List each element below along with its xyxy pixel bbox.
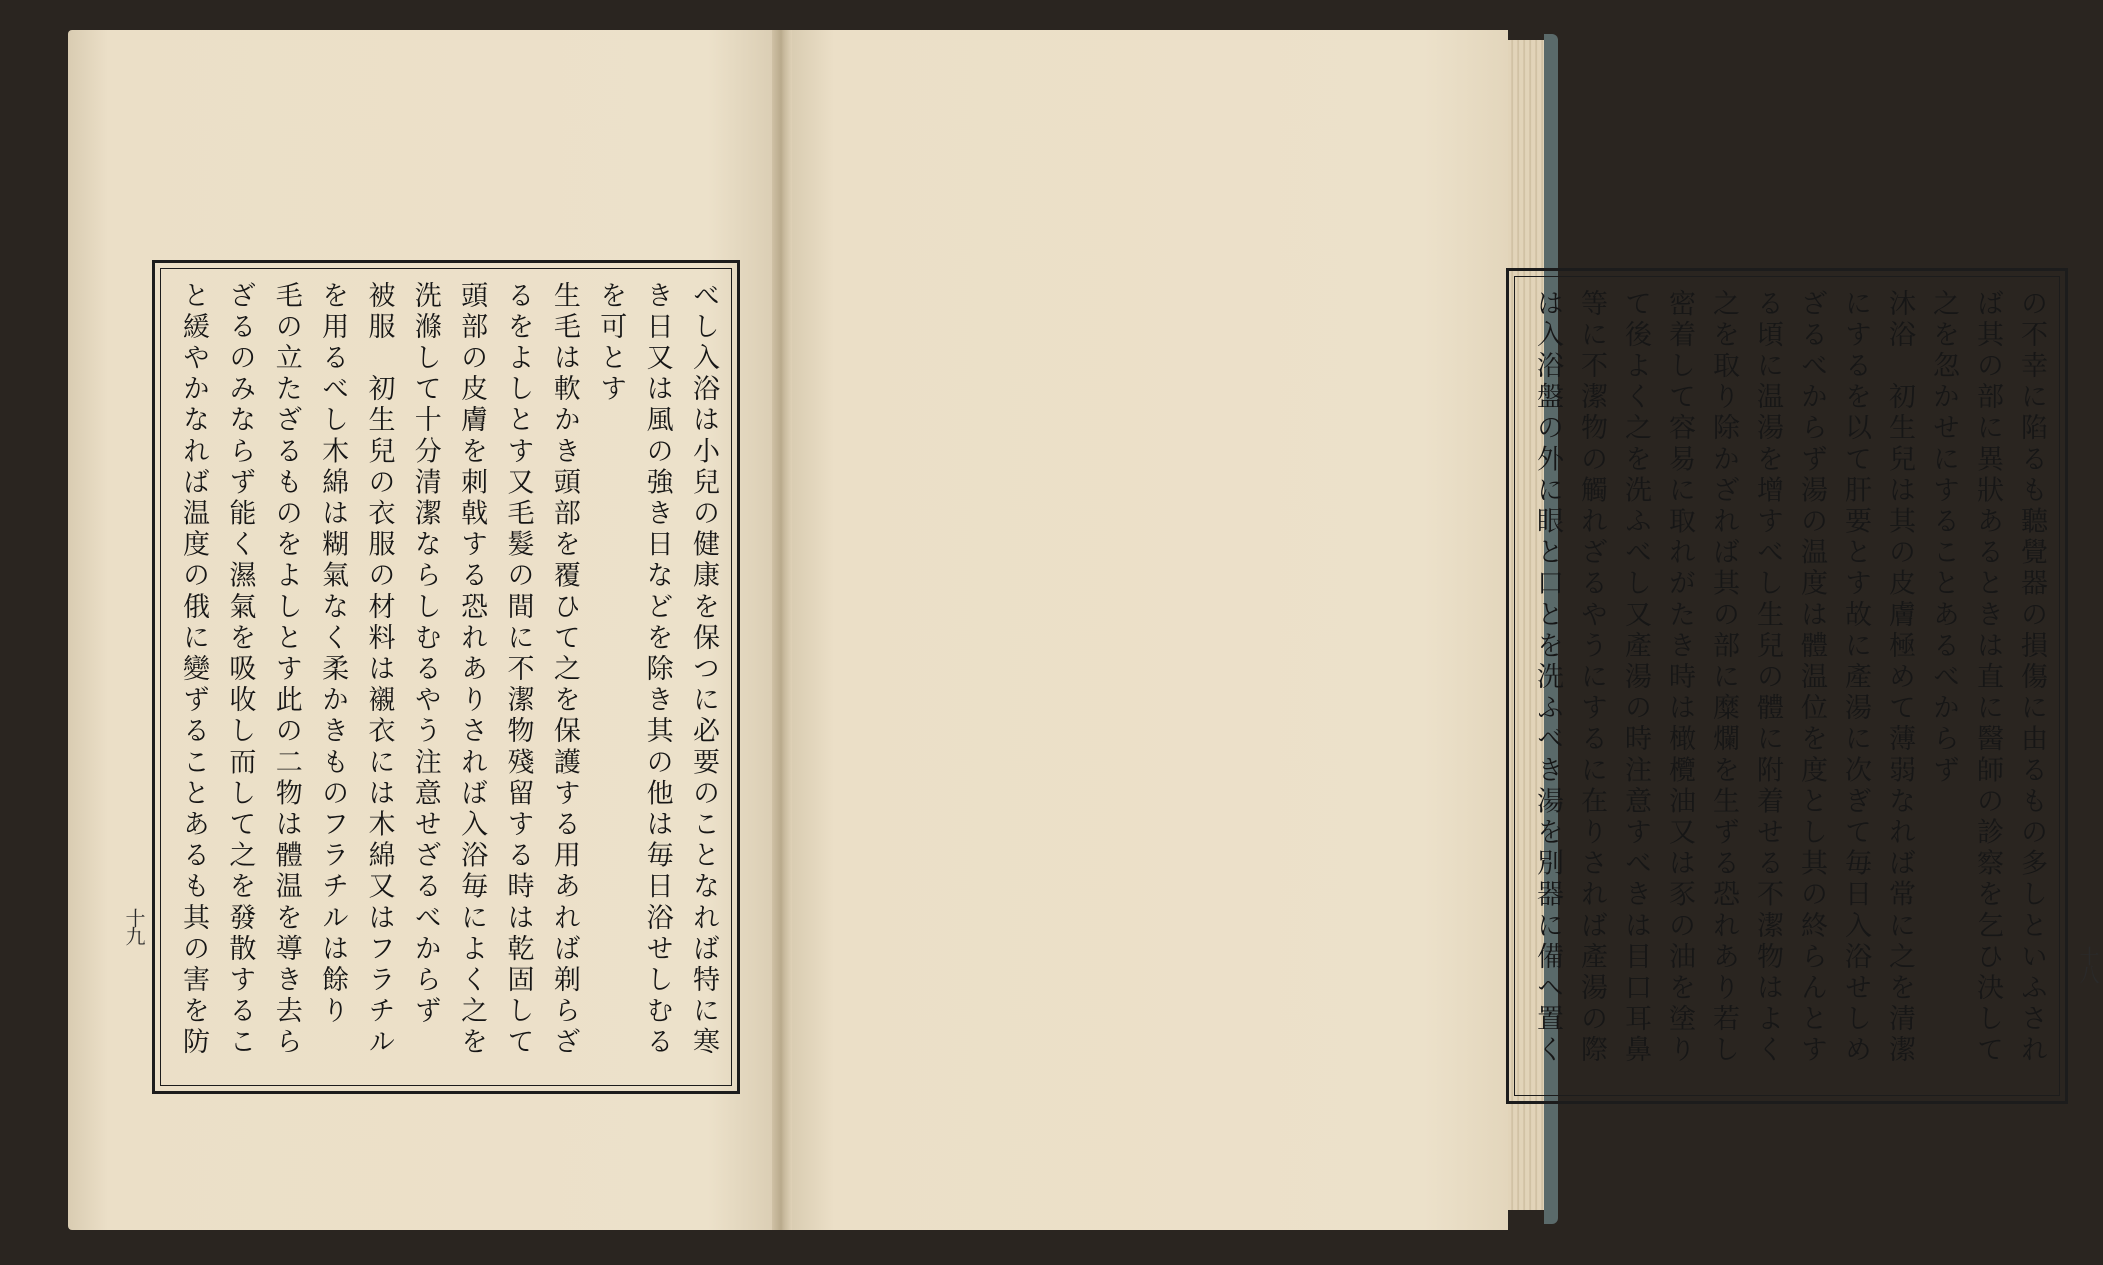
page-number: 十九 (122, 908, 146, 944)
text-column: 生毛は軟かき頭部を覆ひて之を保護する用あれば剃らざ (548, 281, 580, 1059)
text-column: 洗滌して十分清潔ならしむるやう注意せざるべからず (409, 281, 441, 1028)
right-page (784, 30, 2100, 1230)
text-column: の不幸に陷るも聽覺器の損傷に由るもの多しといふされ (2016, 289, 2047, 1067)
right-text-columns (1514, 276, 2060, 1096)
book-spread (68, 30, 2100, 1230)
page-number: 十八 (2076, 946, 2100, 982)
text-column: 頭部の皮膚を刺戟する恐れありされば入浴毎によく之を (456, 281, 488, 1059)
text-column: るをよしとす又毛髮の間に不潔物殘留する時は乾固して (502, 281, 534, 1059)
text-column: ざるべからず湯の温度は體温位を度とし其の終らんとす (1796, 289, 1827, 1067)
text-column: 等に不潔物の觸れざるやうにするに在りされば產湯の際 (1576, 289, 1607, 1067)
left-text-frame (152, 260, 740, 1094)
text-column: 之を取り除かざれば其の部に糜爛を生ずる恐れあり若し (1708, 289, 1739, 1067)
text-column: べし入浴は小兒の健康を保つに必要のことなれば特に寒 (687, 281, 719, 1059)
text-column: ば其の部に異狀あるときは直に醫師の診察を乞ひ決して (1972, 289, 2003, 1067)
left-page (68, 30, 780, 1230)
book-gutter (772, 30, 792, 1230)
text-column: にするを以て肝要とす故に產湯に次ぎて毎日入浴せしめ (1840, 289, 1871, 1067)
text-column: て後よく之を洗ふべし又產湯の時注意すべきは目口耳鼻 (1620, 289, 1651, 1067)
text-column: と緩やかなれば温度の俄に變ずることあるも其の害を防 (178, 281, 209, 1059)
text-column: き日又は風の強き日などを除き其の他は毎日浴せしむる (641, 281, 673, 1059)
text-column: 毛の立たざるものをよしとす此の二物は體温を導き去ら (270, 281, 302, 1059)
text-column: ざるのみならず能く濕氣を吸收し而して之を發散するこ (224, 281, 256, 1059)
text-column: を用るべし木綿は糊氣なく柔かきものフラチルは餘り (317, 281, 349, 1028)
text-column: を可とす (595, 281, 627, 406)
text-column: 之を忽かせにすることあるべからず (1928, 289, 1959, 787)
left-text-columns (160, 268, 732, 1086)
text-column: 被服 初生兒の衣服の材料は襯衣には木綿又はフラチル (363, 281, 395, 1059)
text-column: る頃に温湯を增すべし生兒の體に附着せる不潔物はよく (1752, 289, 1783, 1067)
text-column: は入浴盤の外に眼と口とを洗ふべき湯を別器に備へ置く (1532, 289, 1563, 1067)
right-text-frame (1506, 268, 2068, 1104)
text-column: 沐浴 初生兒は其の皮膚極めて薄弱なれば常に之を清潔 (1884, 289, 1915, 1067)
text-column: 密着して容易に取れがたき時は橄欖油又は豕の油を塗り (1664, 289, 1695, 1067)
